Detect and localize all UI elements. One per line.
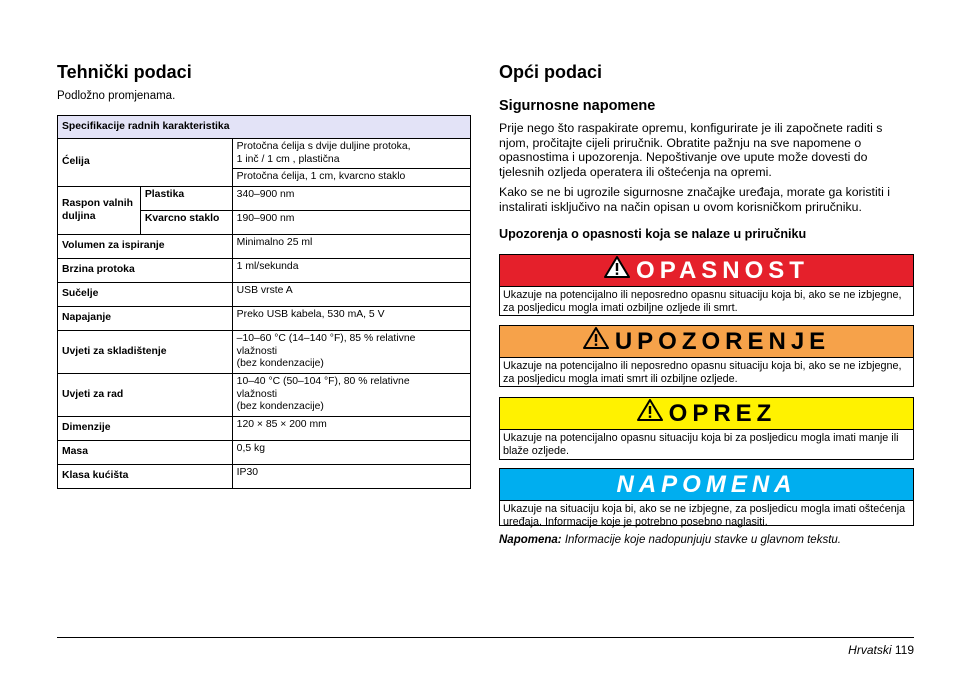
hazard-title-bar (500, 398, 913, 430)
subtitle: Podložno promjenama. (57, 90, 176, 102)
warning-triangle-icon (583, 326, 609, 357)
spec-row (58, 235, 471, 259)
hazard-title: OPASNOST (636, 256, 809, 284)
warnings-heading: Upozorenja o opasnosti koja se nalaze u priručniku (499, 227, 807, 241)
safety-paragraph-1: Prije nego što raspakirate opremu, konfigurirate je ili započnete raditi s njom, pročitajte cijeli priručnik. Obratite pažnju na sve napomene o opasnostima i upozorenja. Nepoštivanje ove upute može dovesti do tjelesnih ozljeda operatera ili oštećenja na opremi. (499, 121, 883, 179)
celija-value-2: Protočna ćelija, 1 cm, kvarcno staklo (232, 169, 470, 187)
spec-row-value: 120 × 85 × 200 mm (232, 417, 470, 441)
hazard-title: NAPOMENA (616, 470, 797, 498)
warning-box (499, 325, 914, 387)
spec-row (58, 259, 471, 283)
hazard-text: Ukazuje na potencijalno ili neposredno opasnu situaciju koja bi, ako se ne izbjegne, za posljedicu mogla imati smrt ili ozbiljne ozljede. (503, 360, 902, 385)
notice-box (499, 468, 914, 526)
note-label: Napomena: (499, 534, 562, 546)
footer-language: Hrvatski (848, 643, 892, 657)
spec-row-value: Preko USB kabela, 530 mA, 5 V (232, 307, 470, 331)
kvarc-value: 190–900 nm (232, 211, 470, 235)
spec-row (58, 331, 471, 374)
spec-row-value: 1 ml/sekunda (232, 259, 470, 283)
spec-row-label: Klasa kućišta (58, 465, 233, 489)
danger-box (499, 254, 914, 316)
hazard-title-bar (500, 326, 913, 358)
page-title-right: Opći podaci (499, 62, 603, 82)
spec-row (58, 283, 471, 307)
spec-row-label: Volumen za ispiranje (58, 235, 233, 259)
hazard-text: Ukazuje na situaciju koja bi, ako se ne izbjegne, za posljedicu mogla imati oštećenja uređaja. Informacije koje je potrebno posebno naglasiti. (503, 503, 906, 528)
spec-row-value: 10–40 °C (50–104 °F), 80 % relativne vlažnosti (bez kondenzacije) (232, 374, 470, 417)
safety-paragraph-2: Kako se ne bi ugrozile sigurnosne značajke uređaja, morate ga koristiti i instalirati isključivo na način opisan u ovom korisničkom priručniku. (499, 185, 890, 214)
caution-box (499, 397, 914, 460)
spec-row-label: Napajanje (58, 307, 233, 331)
celija-label: Ćelija (58, 139, 233, 187)
kvarc-label: Kvarcno staklo (140, 211, 232, 235)
spec-row-value: Minimalno 25 ml (232, 235, 470, 259)
spec-row (58, 465, 471, 489)
warning-triangle-icon (637, 398, 663, 429)
hazard-title-bar (500, 255, 913, 287)
spec-row-label: Dimenzije (58, 417, 233, 441)
spec-row-value: USB vrste A (232, 283, 470, 307)
raspon-label: Raspon valnih duljina (58, 187, 141, 235)
spec-row-label: Uvjeti za skladištenje (58, 331, 233, 374)
spec-row (58, 417, 471, 441)
hazard-title: OPREZ (668, 399, 777, 427)
warning-triangle-icon (604, 255, 630, 286)
spec-row (58, 441, 471, 465)
footer (848, 643, 914, 658)
page-title-left: Tehnički podaci (57, 62, 192, 82)
hazard-title: UPOZORENJE (614, 327, 831, 355)
hazard-text: Ukazuje na potencijalno ili neposredno opasnu situaciju koja bi, ako se ne izbjegne, za posljedicu mogla imati ozbiljne ozljede ili smrt. (503, 289, 902, 314)
note-line (499, 533, 841, 548)
spec-row-label: Brzina protoka (58, 259, 233, 283)
footer-page-number: 119 (894, 643, 914, 657)
footer-divider (57, 637, 914, 638)
plastika-label: Plastika (140, 187, 232, 211)
spec-table-header: Specifikacije radnih karakteristika (58, 116, 471, 139)
safety-heading: Sigurnosne napomene (499, 98, 656, 114)
spec-row-value: IP30 (232, 465, 470, 489)
spec-row-label: Sučelje (58, 283, 233, 307)
celija-value-1: Protočna ćelija s dvije duljine protoka, 1 inč / 1 cm , plastična (232, 139, 470, 169)
spec-row-value: 0,5 kg (232, 441, 470, 465)
spec-row-value: –10–60 °C (14–140 °F), 85 % relativne vlažnosti (bez kondenzacije) (232, 331, 470, 374)
spec-row (58, 374, 471, 417)
spec-row (58, 307, 471, 331)
note-text: Informacije koje nadopunjuju stavke u glavnom tekstu. (564, 534, 841, 546)
hazard-title-bar (500, 469, 913, 501)
spec-row-label: Uvjeti za rad (58, 374, 233, 417)
plastika-value: 340–900 nm (232, 187, 470, 211)
hazard-text: Ukazuje na potencijalno opasnu situaciju koja bi za posljedicu mogla imati manje ili blaže ozljede. (503, 432, 899, 457)
spec-table (57, 115, 471, 489)
spec-row-label: Masa (58, 441, 233, 465)
